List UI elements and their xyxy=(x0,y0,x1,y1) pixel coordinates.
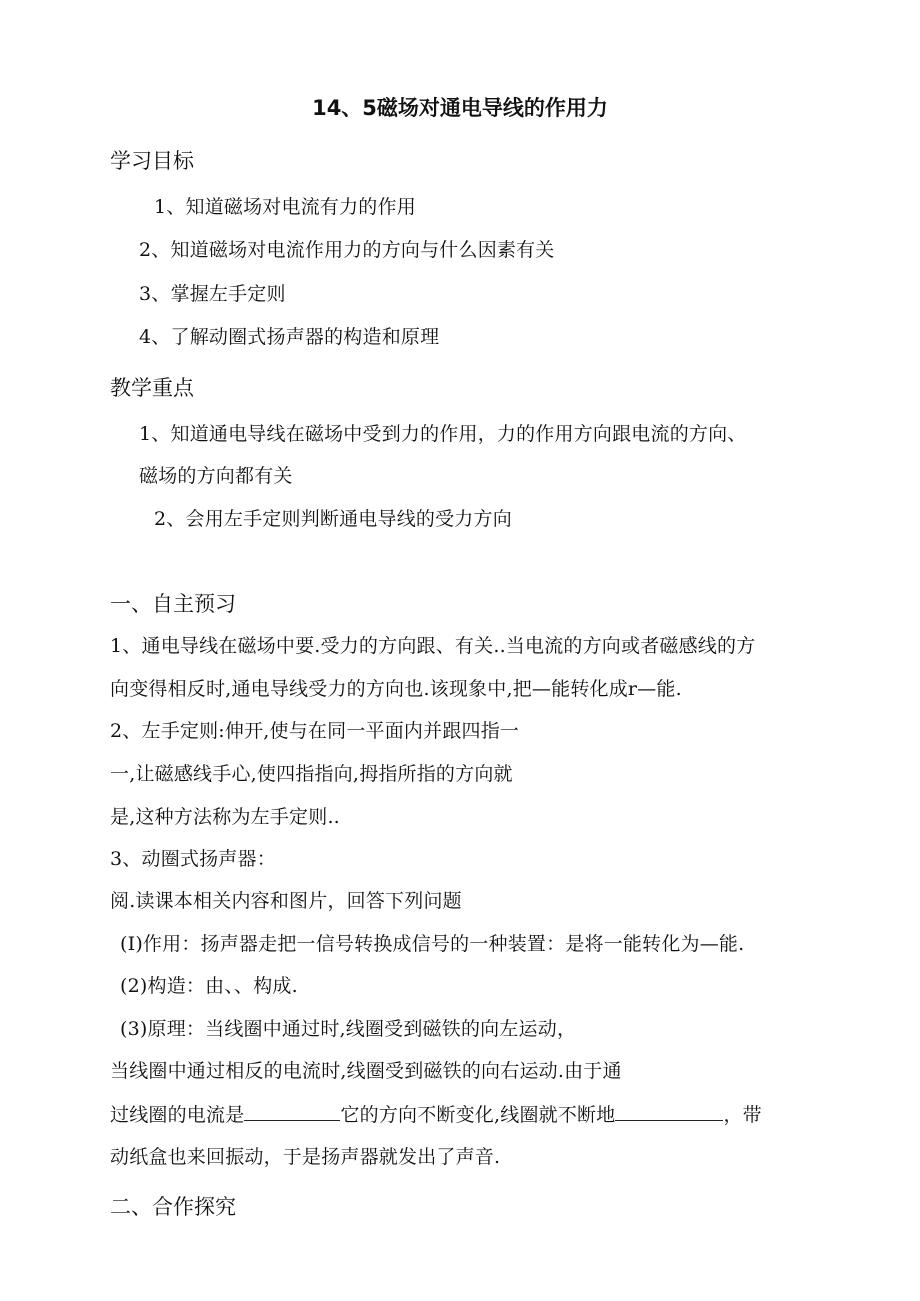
objective-item-1: 1、知道磁场对电流有力的作用 xyxy=(154,196,416,218)
preview-q3-intro: 阅.读课本相关内容和图片，回答下列问题 xyxy=(110,890,462,912)
objective-item-4: 4、了解动圈式扬声器的构造和原理 xyxy=(139,326,440,348)
preview-q2-line-1: 2、左手定则:伸开,使与在同一平面内并跟四指一 xyxy=(110,720,520,742)
preview-heading: 一、自主预习 xyxy=(110,592,236,616)
key-point-1-line-1: 1、知道通电导线在磁场中受到力的作用，力的作用方向跟电流的方向、 xyxy=(139,423,747,445)
preview-q3-principle-cont: 当线圈中通过相反的电流时,线圈受到磁铁的向右运动.由于通 xyxy=(110,1060,622,1082)
blank-current-type[interactable] xyxy=(244,1102,340,1121)
preview-q3-blank-line xyxy=(110,1102,762,1127)
key-point-1-line-2: 磁场的方向都有关 xyxy=(139,465,293,487)
page-title: 14、5磁场对通电导线的作用力 xyxy=(312,96,608,120)
objective-item-3: 3、掌握左手定则 xyxy=(139,283,286,305)
preview-q3-conclusion: 动纸盒也来回振动，于是扬声器就发出了声音. xyxy=(110,1146,501,1168)
preview-q3-function: (I)作用：扬声器走把一信号转换成信号的一种装置：是将一能转化为—能. xyxy=(120,933,745,955)
inquiry-heading: 二、合作探究 xyxy=(110,1195,236,1219)
blank-line-text-2: 它的方向不断变化,线圈就不断地 xyxy=(340,1104,616,1126)
objectives-heading: 学习目标 xyxy=(110,149,194,173)
preview-q3-title: 3、动圈式扬声器： xyxy=(110,848,276,870)
key-point-2: 2、会用左手定则判断通电导线的受力方向 xyxy=(154,508,512,530)
preview-q3-principle: (3)原理：当线圈中通过时,线圈受到磁铁的向左运动， xyxy=(120,1018,577,1040)
blank-line-text-3: ，带 xyxy=(723,1104,762,1126)
blank-line-text-1: 过线圈的电流是 xyxy=(110,1104,245,1126)
blank-coil-motion[interactable] xyxy=(615,1102,723,1121)
key-points-heading: 教学重点 xyxy=(110,376,194,400)
objective-item-2: 2、知道磁场对电流作用力的方向与什么因素有关 xyxy=(139,239,555,261)
preview-q2-line-3: 是,这种方法称为左手定则.. xyxy=(110,806,340,828)
preview-q3-structure: (2)构造：由、、构成. xyxy=(120,975,298,997)
preview-q1-line-1: 1、通电导线在磁场中要.受力的方向跟、有关..当电流的方向或者磁感线的方 xyxy=(110,635,756,657)
preview-q2-line-2: 一,让磁感线手心,使四指指向,拇指所指的方向就 xyxy=(110,763,513,785)
preview-q1-line-2: 向变得相反时,通电导线受力的方向也.该现象中,把—能转化成r—能. xyxy=(110,678,682,700)
